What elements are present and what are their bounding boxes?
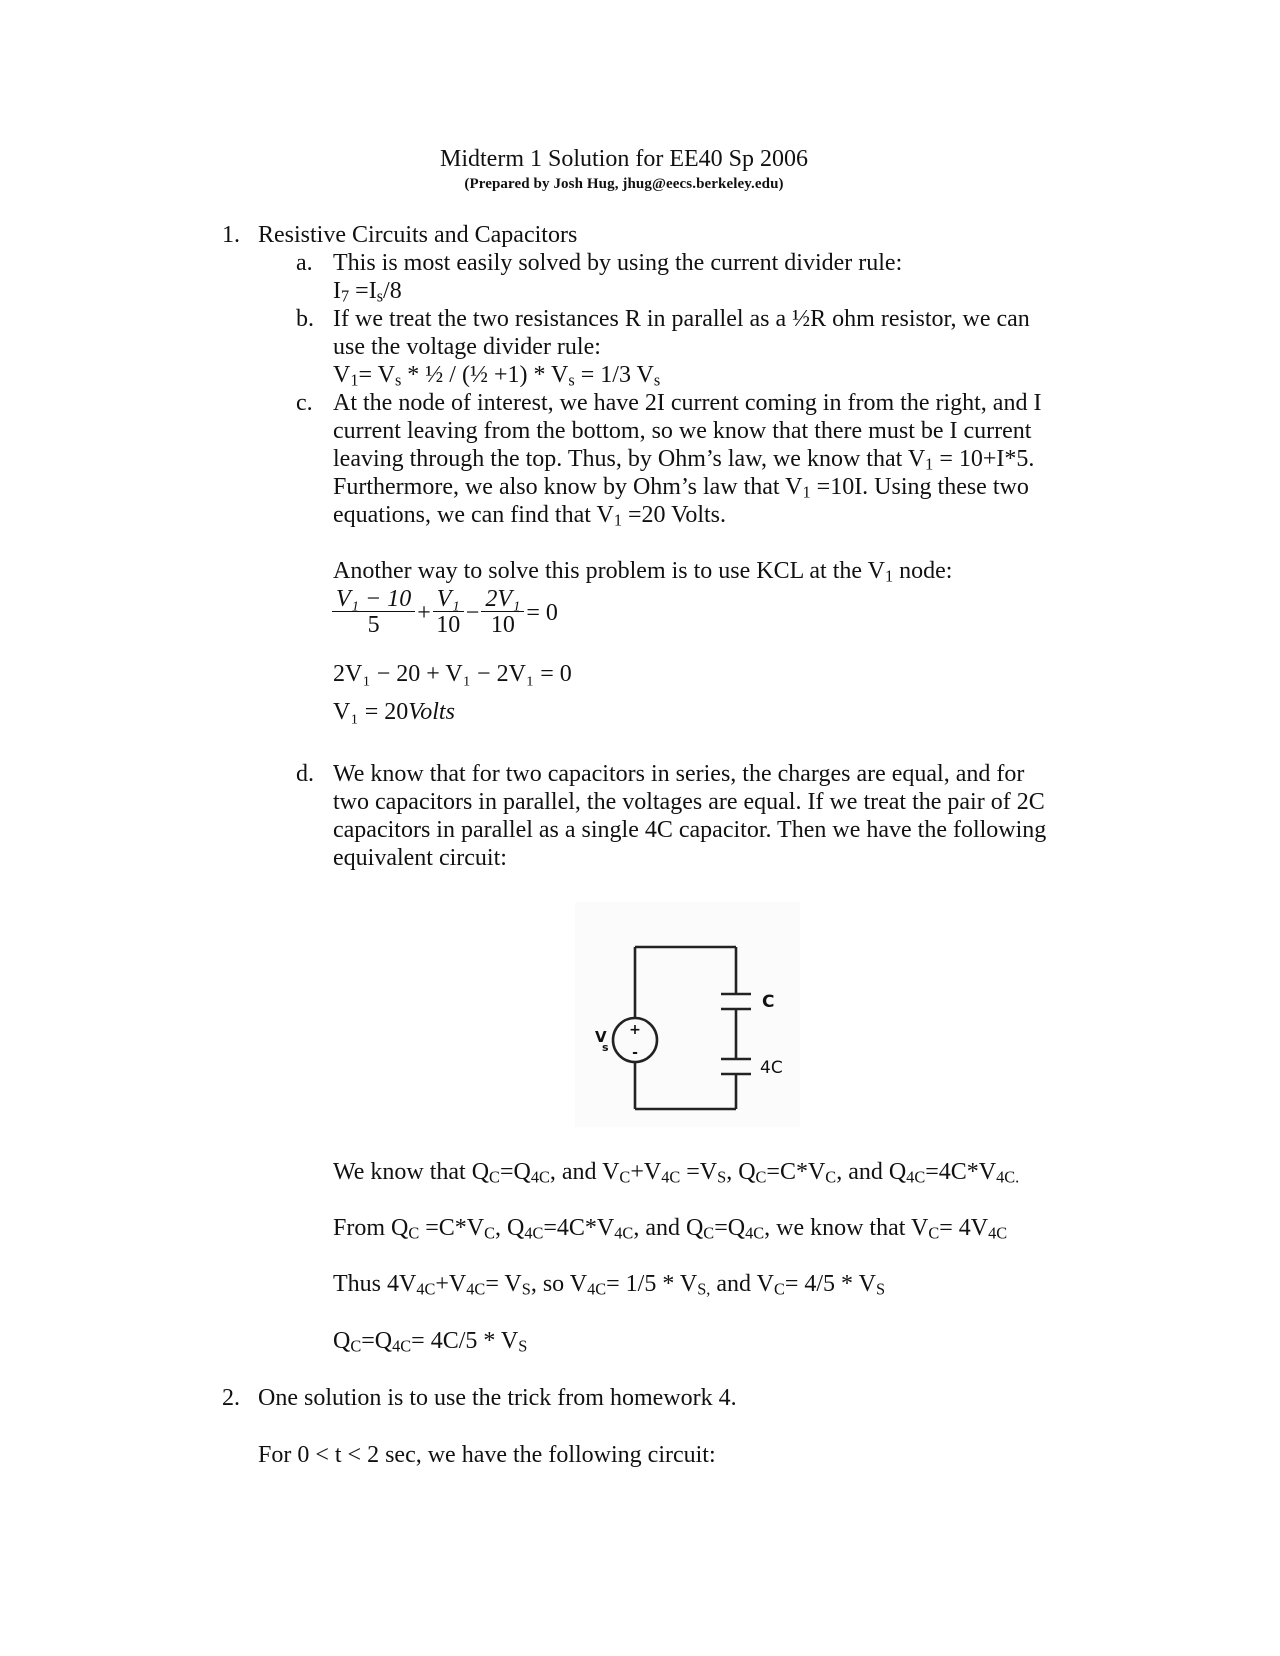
q1c-alternative: Another way to solve this problem is to use KCL at the $V_1$ node: (333, 558, 953, 586)
q1d-result-1: We know that $Q_C=Q_{4C}$, and $V_C+V_{4C} =V_S$, $Q_C=C*V_C$, and $Q_{4C}=4C*V_{4C.}$ (333, 1159, 1020, 1187)
q1c-line1: At the node of interest, we have 2I current coming in from the right, and I (333, 390, 1042, 416)
kcl-line2: 2V₁ − 20 + V₁ − 2V₁ = 0 (333, 661, 572, 687)
q1c-label: c. (296, 390, 313, 416)
q1a-label: a. (296, 250, 313, 276)
q1d-label: d. (296, 761, 314, 787)
q1b-label: b. (296, 306, 314, 332)
q1a-equation: $I_7 =I_s/8$ (333, 278, 402, 306)
q1c-line3: leaving through the top. Thus, by Ohm’s law, we know that $V_1 = 10+I*5$. (333, 446, 1035, 474)
kcl-fraction-3: $\frac{\text{2V₁}}{10}$ (481, 587, 524, 638)
kcl-fraction-1: $\frac{\text{V₁ − 10}}{5}$ (332, 587, 415, 638)
q2-text-2: For 0 < t < 2 sec, we have the following circuit: (258, 1442, 716, 1468)
q1d-result-2: From $Q_C =C*V_C$, $Q_{4C}=4C*V_{4C}$, and $Q_C=Q_{4C}$, we know that $V_C= 4V_{4C}$ (333, 1215, 1008, 1243)
source-label: V (595, 1028, 607, 1046)
q2-text: One solution is to use the trick from homework 4. (258, 1385, 737, 1411)
page-subtitle: (Prepared by Josh Hug, jhug@eecs.berkeley.edu) (464, 176, 784, 192)
kcl-fraction-2: $\frac{\text{V₁}}{10}$ (433, 587, 464, 638)
q1c-line2: current leaving from the bottom, so we know that there must be I current (333, 418, 1032, 444)
equivalent-circuit-diagram (575, 902, 800, 1127)
q1b-equation: $V_1= V_s$ * ½ / (½ $+1) * V_s = 1/3$ $V_s$ (333, 362, 661, 390)
q1d-line1: We know that for two capacitors in series, the charges are equal, and for (333, 761, 1025, 787)
capacitor-c-label: C (762, 992, 775, 1012)
q1d-line4: equivalent circuit: (333, 845, 507, 871)
q1c-line5: equations, we can find that $V_1 =20$ Volts. (333, 502, 726, 530)
q1c-line4: Furthermore, we also know by Ohm’s law that $V_1 =10I$. Using these two (333, 474, 1029, 502)
q1b-line1: If we treat the two resistances R in parallel as a ½R ohm resistor, we can (333, 306, 1030, 332)
q1d-result-4: $Q_C=Q_{4C}= 4C/5 * V_S$ (333, 1328, 528, 1356)
q1d-line2: two capacitors in parallel, the voltages are equal. If we treat the pair of 2C (333, 789, 1045, 815)
q1-heading: Resistive Circuits and Capacitors (258, 222, 578, 248)
q2-number: 2. (222, 1385, 240, 1411)
source-subscript: s (602, 1041, 609, 1054)
page-title: Midterm 1 Solution for EE40 Sp 2006 (440, 146, 808, 172)
capacitor-4c-label: 4C (760, 1058, 783, 1078)
q1d-line3: capacitors in parallel as a single 4C capacitor. Then we have the following (333, 817, 1047, 843)
q1-number: 1. (222, 222, 240, 248)
kcl-equation: $\frac{\text{V₁ − 10}}{5}$ + $\frac{\text{V₁}}{10}$ − $\frac{\text{2V₁}}{10}$ = 0 (332, 587, 560, 638)
source-minus: - (632, 1045, 638, 1061)
q1b-line2: use the voltage divider rule: (333, 334, 601, 360)
q1a-text: This is most easily solved by using the current divider rule: (333, 250, 903, 276)
kcl-result: V₁ = 20Volts (333, 699, 455, 725)
q1d-result-3: Thus $4V_{4C}+V_{4C}= V_S$, so $V_{4C}= 1/5 * V_{S,}$ and $V_C= 4/5 * V_S$ (333, 1271, 886, 1299)
source-plus: + (629, 1022, 641, 1038)
